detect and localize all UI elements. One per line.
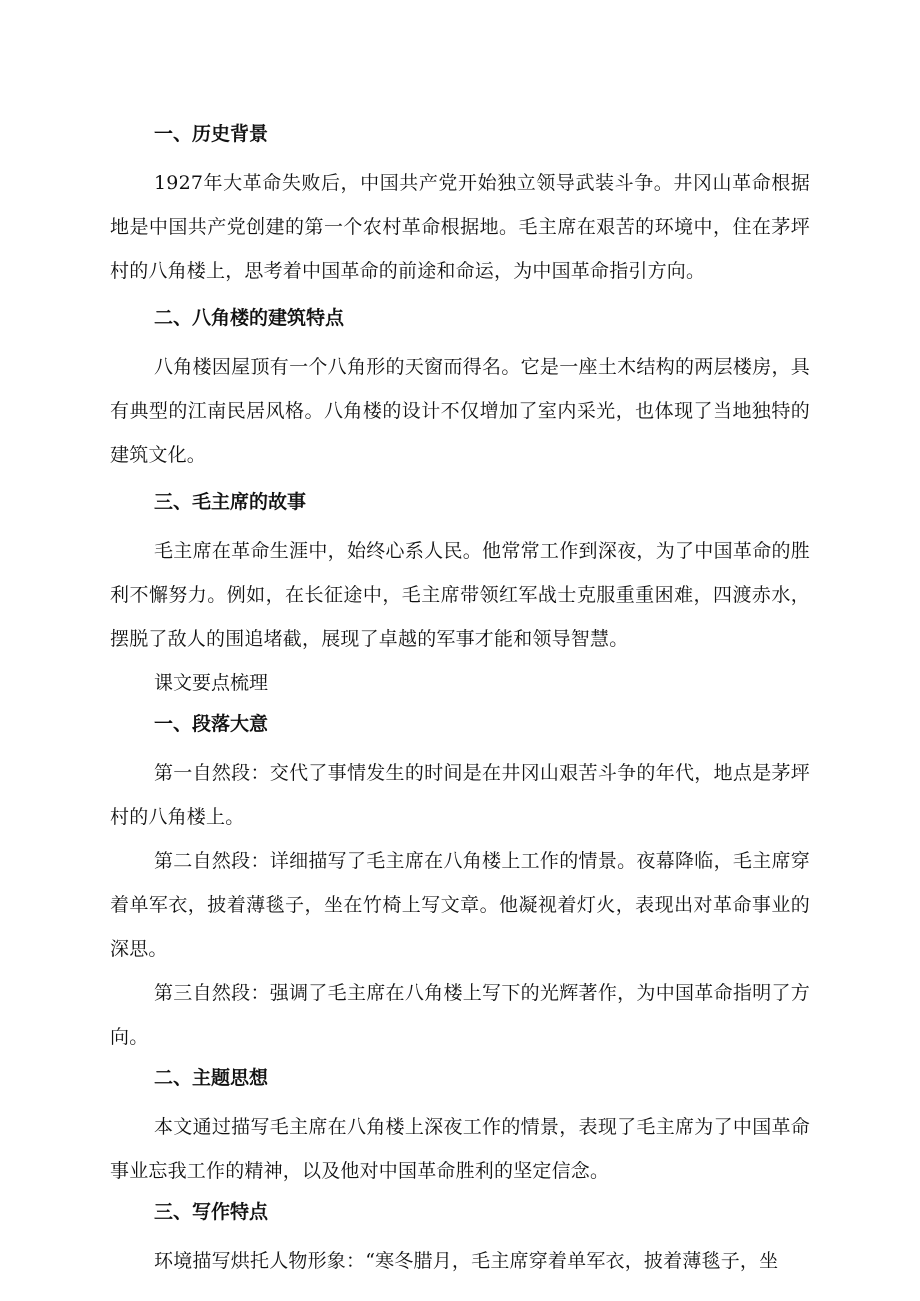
section-heading-story: 三、毛主席的故事 [154,491,307,513]
paragraph-second-natural: 第二自然段：详细描写了毛主席在八角楼上工作的情景。夜幕降临，毛主席穿着单军衣，披着薄毯子，坐在竹椅上写文章。他凝视着灯火，表现出对革命事业的深思。 [110,850,810,960]
paragraph-writing: 环境描写烘托人物形象：“寒冬腊月，毛主席穿着单军衣，披着薄毯子，坐 [154,1250,779,1272]
section-heading-architecture: 二、八角楼的建筑特点 [154,307,345,329]
section-heading-main-idea: 一、段落大意 [154,713,269,735]
paragraph-background: 1927年大革命失败后，中国共产党开始独立领导武装斗争。井冈山革命根据地是中国共产党创建的第一个农村革命根据地。毛主席在艰苦的环境中，住在茅坪村的八角楼上，思考着中国革命的前途和命运，为中国革命指引方向。 [110,172,810,282]
paragraph-theme: 本文通过描写毛主席在八角楼上深夜工作的情景，表现了毛主席为了中国革命事业忘我工作的精神，以及他对中国革命胜利的坚定信念。 [110,1116,810,1182]
section-heading-writing: 三、写作特点 [154,1201,269,1223]
paragraph-architecture: 八角楼因屋顶有一个八角形的天窗而得名。它是一座土木结构的两层楼房，具有典型的江南民居风格。八角楼的设计不仅增加了室内采光，也体现了当地独特的建筑文化。 [110,356,810,466]
section-heading-background: 一、历史背景 [154,123,269,145]
paragraph-first-natural: 第一自然段：交代了事情发生的时间是在井冈山艰苦斗争的年代，地点是茅坪村的八角楼上。 [110,762,810,828]
section-heading-theme: 二、主题思想 [154,1067,269,1089]
paragraph-story: 毛主席在革命生涯中，始终心系人民。他常常工作到深夜，为了中国革命的胜利不懈努力。例如，在长征途中，毛主席带领红军战士克服重重困难，四渡赤水，摆脱了敌人的围追堵截，展现了卓越的军事才能和领导智慧。 [110,540,810,650]
summary-title: 课文要点梳理 [154,672,269,694]
paragraph-third-natural: 第三自然段：强调了毛主席在八角楼上写下的光辉著作，为中国革命指明了方向。 [110,982,810,1048]
